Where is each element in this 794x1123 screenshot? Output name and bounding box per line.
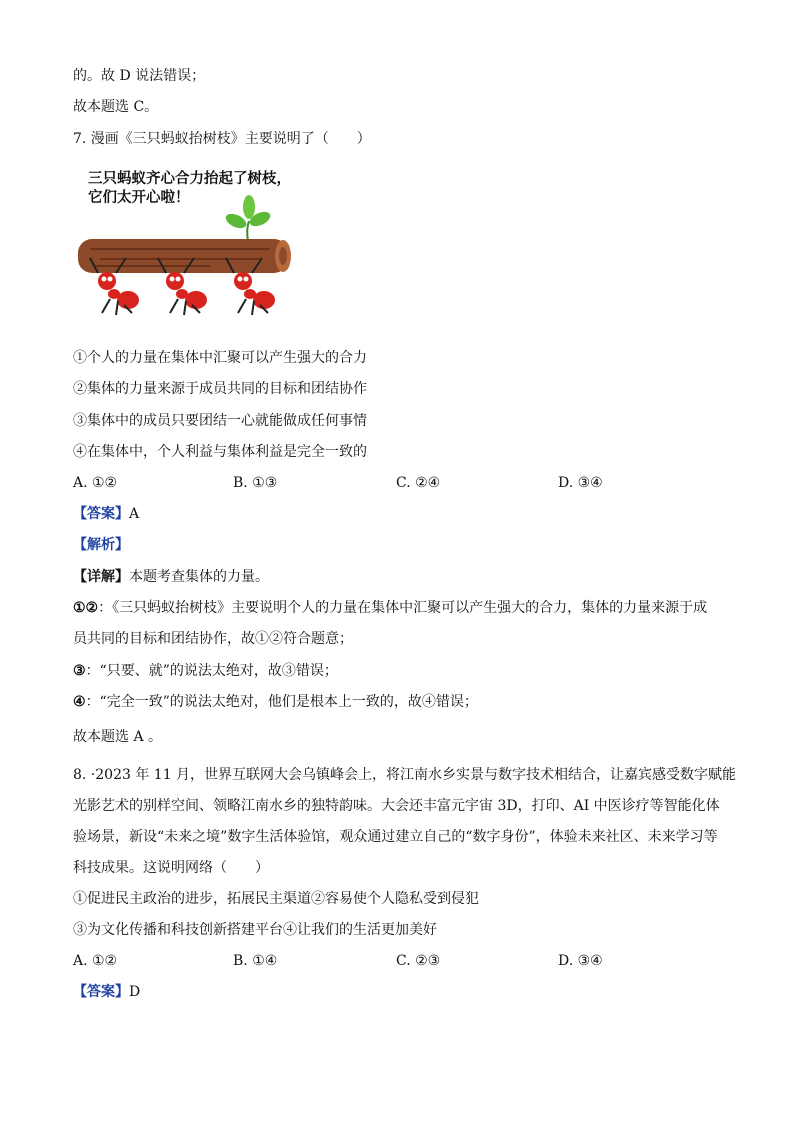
q7-answer-value: A (129, 506, 140, 522)
explain-lead: ①② (73, 600, 99, 616)
q7-detail (73, 567, 269, 587)
explain-text: ：《三只蚂蚁抬树枝》主要说明个人的力量在集体中汇聚可以产生强大的合力，集体的力量来源于成 (98, 600, 708, 616)
ant-log-drawing (70, 163, 295, 333)
q7-option-b: B. ①③ (233, 475, 278, 491)
q8-option-a: A. ①② (73, 953, 118, 969)
answer-tag: 【答案】 (73, 984, 129, 1000)
q7-option-c: C. ②④ (396, 475, 441, 491)
q8-statements-1: ①促进民主政治的进步，拓展民主渠道②容易使个人隐私受到侵犯 (73, 891, 479, 907)
explain-lead: ③ (73, 663, 86, 679)
q8-statements-2: ③为文化传播和科技创新搭建平台④让我们的生活更加美好 (73, 922, 437, 938)
q7-statement-3: ③集体中的成员只要团结一心就能做成任何事情 (73, 413, 367, 429)
q7-conclusion: 故本题选 A 。 (73, 729, 163, 745)
q7-analysis-heading (73, 535, 129, 555)
explain-lead: ④ (73, 694, 86, 710)
q7-option-a: A. ①② (73, 475, 118, 491)
q7-detail-text: 本题考查集体的力量。 (129, 569, 269, 585)
explain-text: ：“完全一致”的说法太绝对，他们是根本上一致的，故④错误； (85, 694, 478, 710)
analysis-tag: 【解析】 (73, 537, 129, 553)
q8-answer-value: D (129, 984, 141, 1000)
q7-statement-2: ②集体的力量来源于成员共同的目标和团结协作 (73, 381, 367, 397)
q8-stem-line-2: 光影艺术的别样空间、领略江南水乡的独特韵味。大会还丰富元宇宙 3D，打印、AI 中医诊疗等智能化体 (73, 798, 720, 814)
explain-text: ：“只要、就”的说法太绝对，故③错误； (85, 663, 338, 679)
previous-conclusion: 故本题选 C。 (73, 99, 159, 115)
q7-statement-4: ④在集体中，个人利益与集体利益是完全一致的 (73, 444, 367, 460)
ant-cartoon-illustration (70, 163, 295, 333)
q7-explain-4 (73, 692, 723, 712)
q7-option-d: D. ③④ (558, 475, 603, 491)
q7-statement-1: ①个人的力量在集体中汇聚可以产生强大的合力 (73, 350, 367, 366)
previous-answer-tail: 的。故 D 说法错误； (73, 68, 206, 84)
q7-answer (73, 504, 139, 524)
q8-stem-line-4: 科技成果。这说明网络（ ） (73, 860, 269, 876)
question-7-stem: 7. 漫画《三只蚂蚁抬树枝》主要说明了（ ） (73, 131, 371, 147)
detail-tag: 【详解】 (73, 569, 129, 585)
q8-answer (73, 982, 140, 1002)
q8-option-d: D. ③④ (558, 953, 603, 969)
q7-explain-2 (73, 629, 723, 649)
cartoon-caption-line-2: 它们太开心啦！ (88, 190, 190, 206)
q8-option-b: B. ①④ (233, 953, 278, 969)
q8-stem-line-1: 8. ·2023 年 11 月，世界互联网大会乌镇峰会上，将江南水乡实景与数字技术相结合，让嘉宾感受数字赋能 (73, 767, 737, 783)
q7-explain-1 (73, 598, 723, 618)
q8-option-c: C. ②③ (396, 953, 441, 969)
explain-text: 员共同的目标和团结协作，故①②符合题意； (73, 631, 353, 647)
q8-stem-line-3: 验场景，新设“未来之境”数字生活体验馆，观众通过建立自己的“数字身份”，体验未来社区、未来学习等 (73, 829, 718, 845)
q7-explain-3 (73, 661, 723, 681)
answer-tag: 【答案】 (73, 506, 129, 522)
cartoon-caption-line-1: 三只蚂蚁齐心合力抬起了树枝， (88, 171, 291, 187)
